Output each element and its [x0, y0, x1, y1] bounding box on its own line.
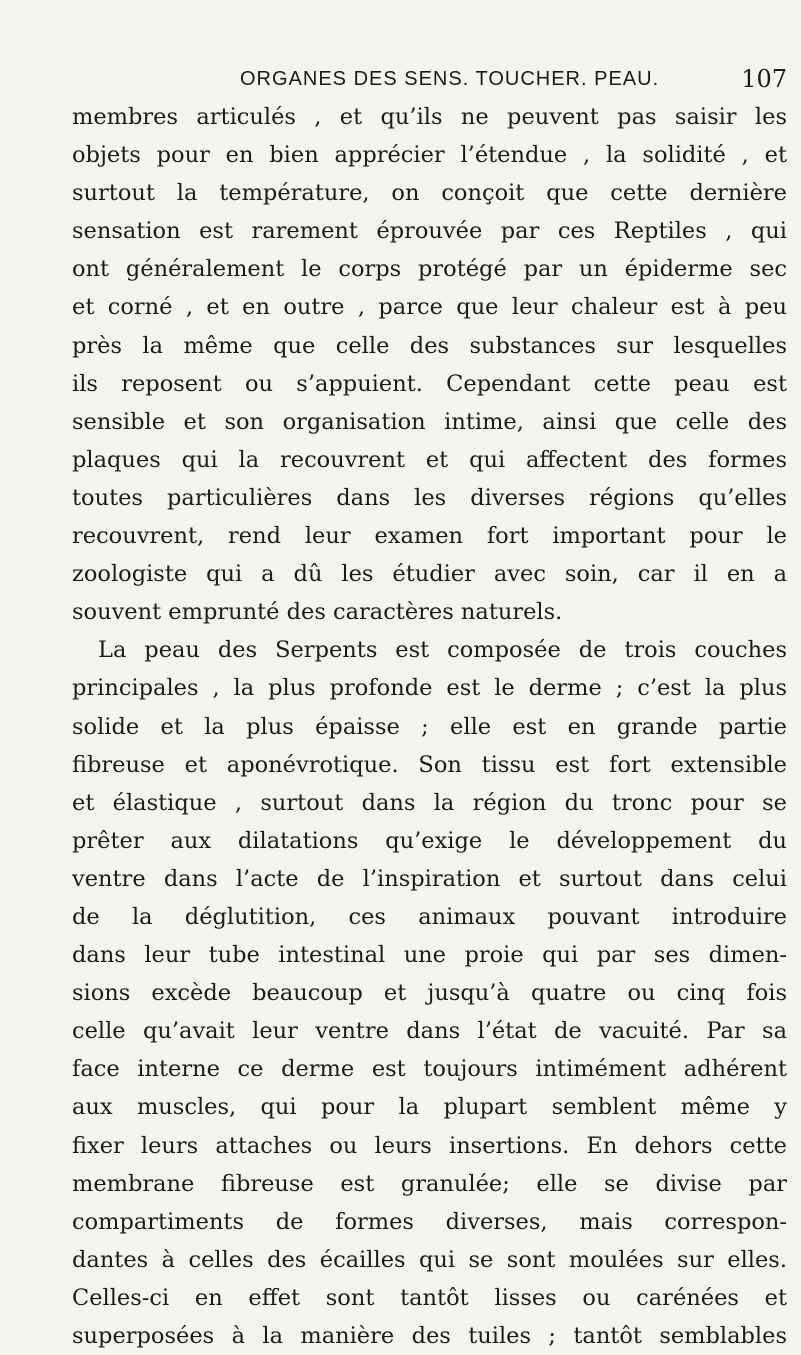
text-line: objets pour en bien apprécier l’étendue , la solidité , et — [72, 142, 787, 169]
text-line: aux muscles, qui pour la plupart semblent même y — [72, 1094, 787, 1121]
text-line: membres articulés , et qu’ils ne peuvent pas saisir les — [72, 104, 787, 130]
text-line: et corné , et en outre , parce que leur chaleur est à peu — [72, 294, 787, 321]
text-line: principales , la plus profonde est le derme ; c’est la plus — [72, 675, 787, 702]
text-line: Celles-ci en effet sont tantôt lisses ou carénées et — [72, 1284, 787, 1311]
text-line: sions excède beaucoup et jusqu’à quatre ou cinq fois — [72, 980, 787, 1007]
text-line: membrane fibreuse est granulée; elle se divise par — [72, 1170, 787, 1197]
text-line: superposées à la manière des tuiles ; tantôt semblables — [72, 1323, 787, 1349]
running-head — [72, 62, 787, 96]
text-line: ils reposent ou s’appuient. Cependant cette peau est — [72, 370, 787, 397]
text-line: face interne ce derme est toujours intimément adhérent — [72, 1056, 787, 1083]
text-line: près la même que celle des substances sur lesquelles — [72, 332, 787, 359]
text-line: ont généralement le corps protégé par un épiderme sec — [72, 256, 787, 283]
text-line: sensation est rarement éprouvée par ces Reptiles , qui — [72, 218, 787, 245]
text-line: solide et la plus épaisse ; elle est en grande partie — [72, 713, 787, 740]
text-line: surtout la température, on conçoit que cette dernière — [72, 180, 787, 207]
text-line: fibreuse et aponévrotique. Son tissu est fort extensible — [72, 751, 787, 778]
text-line: ventre dans l’acte de l’inspiration et surtout dans celui — [72, 865, 787, 892]
text-line: toutes particulières dans les diverses régions qu’elles — [72, 484, 787, 511]
running-head-title: ORGANES DES SENS. TOUCHER. PEAU. — [240, 68, 660, 90]
text-line: dantes à celles des écailles qui se sont moulées sur elles. — [72, 1246, 787, 1273]
body-text — [72, 98, 787, 1355]
paragraph-first-line: La peau des Serpents est composée de trois couches — [98, 637, 787, 664]
paragraph-last-line: souvent emprunté des caractères naturels. — [72, 599, 563, 626]
text-line: de la déglutition, ces animaux pouvant introduire — [72, 903, 787, 930]
text-line: celle qu’avait leur ventre dans l’état de vacuité. Par sa — [72, 1018, 787, 1045]
page-number: 107 — [741, 65, 787, 93]
text-line: plaques qui la recouvrent et qui affectent des formes — [72, 446, 787, 473]
text-line: sensible et son organisation intime, ainsi que celle des — [72, 408, 787, 435]
text-line: zoologiste qui a dû les étudier avec soin, car il en a — [72, 561, 787, 588]
text-line: fixer leurs attaches ou leurs insertions. En dehors cette — [72, 1132, 787, 1159]
text-line: recouvrent, rend leur examen fort important pour le — [72, 523, 787, 550]
text-line: prêter aux dilatations qu’exige le développement du — [72, 827, 787, 854]
text-line: et élastique , surtout dans la région du tronc pour se — [72, 789, 787, 816]
text-line: compartiments de formes diverses, mais correspon- — [72, 1208, 787, 1235]
text-line: dans leur tube intestinal une proie qui par ses dimen- — [72, 942, 787, 969]
